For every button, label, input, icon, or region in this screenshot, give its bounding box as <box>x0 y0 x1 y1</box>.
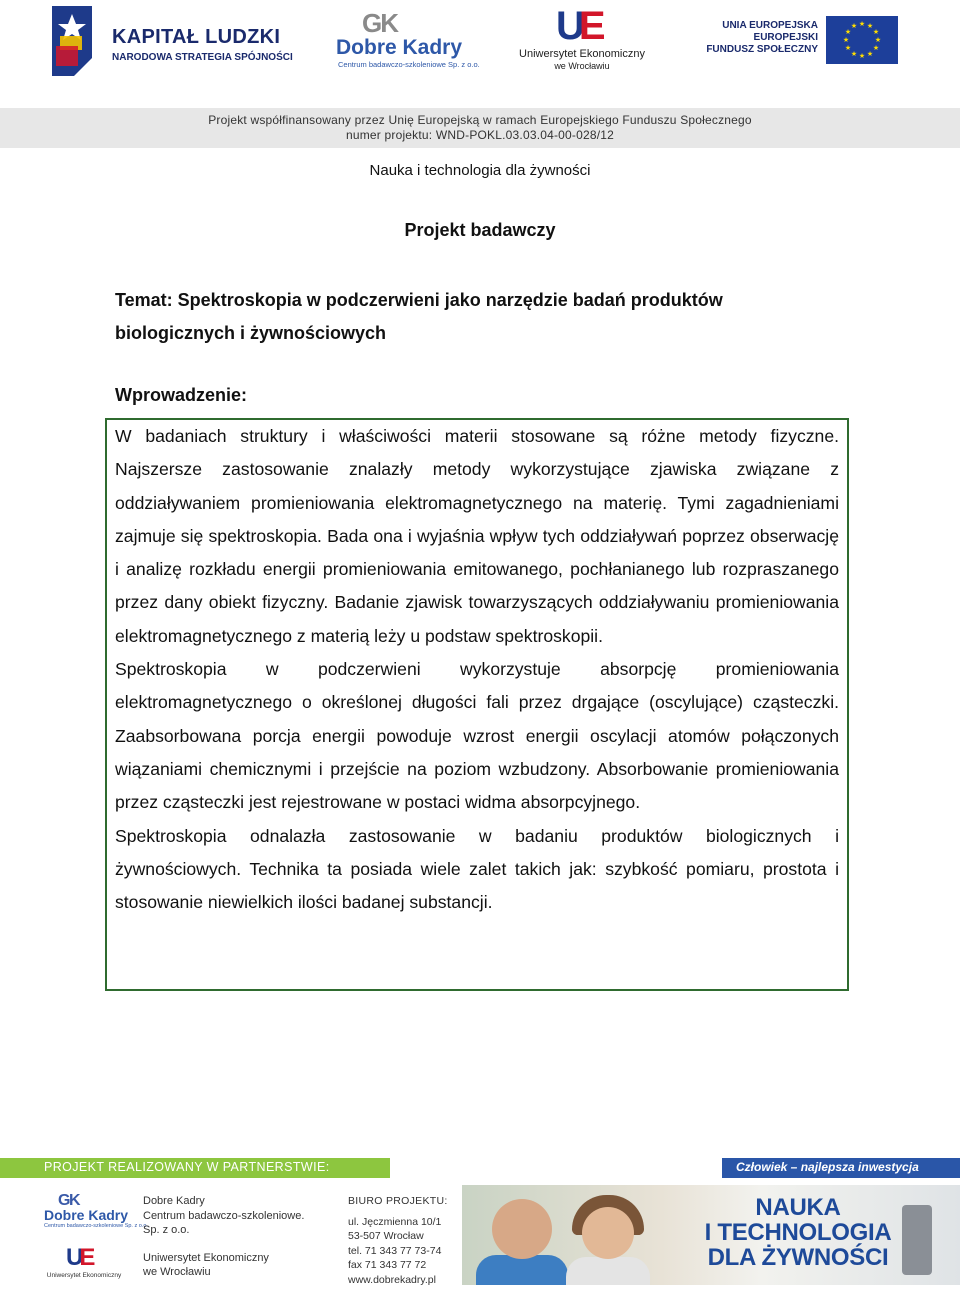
intro-paragraph-3: Spektroskopia odnalazła zastosowanie w badaniu produktów biologicznych i żywnościowych. Technika ta posiada wiele zalet takich jak: szybkość pomiaru, prostota i stosowanie niewielkich ilości badanej substancji. <box>115 825 839 913</box>
ue-mark-e: E <box>578 4 600 48</box>
ue-mark <box>556 4 600 49</box>
intro-paragraph-1: W badaniach struktury i właściwości materii stosowane są różne metody fizyczne. Najszersze zastosowanie znalazły metody wykorzystujące zjawiska związane z oddziaływaniem promieniowania elektromagnetycznego na materię. Tymi zagadnieniami zajmuje się spektroskopia. Bada ona i wyjaśnia wpływ tych oddziaływań poprzez obserwację i analizę rozkładu energii promieniowania emitowanego, pochłanianego lub rozpraszanego przez dany obiekt fizyczny. Badanie zjawisk towarzyszących oddziaływaniu promieniowania elektromagnetycznego z materią leży u podstaw spektroskopii. <box>115 426 839 646</box>
ue-title: Uniwersytet Ekonomiczny <box>519 48 645 60</box>
dobre-kadry-mark-text: GK <box>362 8 397 38</box>
office-address: ul. Jęczmienna 10/1 <box>348 1215 442 1228</box>
svg-text:★: ★ <box>850 50 858 58</box>
footer-ue-title: Uniwersytet Ekonomiczny <box>46 1272 122 1279</box>
office-phone: tel. 71 343 77 73-74 <box>348 1244 442 1257</box>
footer-dk-line-1: Dobre Kadry <box>143 1195 205 1207</box>
office-city: 53-507 Wrocław <box>348 1230 424 1242</box>
eu-logo <box>706 16 900 68</box>
cofinancing-line-1: Projekt współfinansowany przez Unię Europejską w ramach Europejskiego Funduszu Społecznego <box>208 113 752 127</box>
dobre-kadry-mark <box>362 8 397 39</box>
footer-dobre-kadry-logo <box>44 1192 148 1232</box>
slogan-label: Człowiek – najlepsza inwestycja <box>736 1160 919 1174</box>
footer-dk-subtitle: Centrum badawczo-szkoleniowe Sp. z o.o. <box>44 1223 148 1229</box>
svg-text:★: ★ <box>874 36 882 44</box>
topic-line-1: Temat: Spektroskopia w podczerwieni jako narzędzie badań produktów <box>115 290 723 310</box>
footer-dk-line-2: Centrum badawczo-szkoleniowe. <box>143 1209 305 1222</box>
banner-line-1: NAUKA <box>755 1194 841 1221</box>
footer-ue-mark-u: U <box>66 1244 80 1271</box>
project-office <box>348 1194 448 1287</box>
partnership-label: PROJEKT REALIZOWANY W PARTNERSTWIE: <box>44 1160 330 1174</box>
footer-dk-title: Dobre Kadry <box>44 1207 129 1223</box>
svg-text:★: ★ <box>844 44 852 52</box>
office-website: www.dobrekadry.pl <box>348 1273 436 1286</box>
photo-child-2-body <box>566 1257 650 1285</box>
footer-ue-line-2: we Wrocławiu <box>143 1266 211 1278</box>
dobre-kadry-title: Dobre Kadry <box>336 36 463 59</box>
footer-dk-text <box>143 1194 304 1238</box>
eu-text <box>706 20 818 56</box>
footer-ue-mark <box>66 1244 91 1272</box>
office-heading: BIURO PROJEKTU: <box>348 1195 448 1207</box>
eu-line-2: EUROPEJSKI <box>753 32 818 43</box>
intro-heading: Wprowadzenie: <box>115 385 248 405</box>
footer-ue-mark-e: E <box>79 1244 92 1271</box>
cofinancing-band <box>0 108 960 148</box>
footer-banner-photo <box>462 1185 960 1285</box>
cofinancing-line-2: numer projektu: WND-POKL.03.03.04-00-028/12 <box>345 128 615 142</box>
svg-text:★: ★ <box>858 52 866 60</box>
intro-paragraph-2: Spektroskopia w podczerwieni wykorzystuje absorpcję promieniowania elektromagnetycznego o określonej długości fali przez drgające (oscylujące) cząsteczki. Zaabsorbowana porcja energii powoduje wzrost energii oscylacji atomów połączonych wiązaniami chemicznymi i przejście na poziom wzbudzony. Absorbowanie promieniowania przez cząsteczki jest rejestrowane w postaci widma absorpcyjnego. <box>115 659 839 813</box>
partnership-bar <box>0 1158 390 1178</box>
footer-dk-line-3: Sp. z o.o. <box>143 1224 190 1236</box>
kapital-ludzki-title: KAPITAŁ LUDZKI <box>112 26 281 48</box>
intro-text-box <box>105 418 849 991</box>
slogan-bar <box>722 1158 960 1178</box>
eu-line-1: UNIA EUROPEJSKA <box>722 20 818 31</box>
svg-text:★: ★ <box>844 28 852 36</box>
photo-child-1-body <box>476 1255 568 1285</box>
ue-mark-u: U <box>556 4 579 48</box>
topic-line-2: biologicznych i żywnościowych <box>115 323 387 343</box>
svg-text:★: ★ <box>850 22 858 30</box>
svg-text:★: ★ <box>842 36 850 44</box>
photo-child-1-head <box>492 1199 552 1259</box>
document-subtitle: Nauka i technologia dla żywności <box>369 162 591 179</box>
banner-title <box>698 1195 898 1270</box>
document-topic <box>115 284 835 350</box>
svg-text:★: ★ <box>866 50 874 58</box>
svg-text:★: ★ <box>872 44 880 52</box>
svg-text:★: ★ <box>858 20 866 28</box>
banner-line-2: I TECHNOLOGIA <box>704 1219 892 1246</box>
dobre-kadry-subtitle: Centrum badawczo-szkoleniowe Sp. z o.o. <box>338 60 480 69</box>
kapital-ludzki-subtitle: NARODOWA STRATEGIA SPÓJNOŚCI <box>112 52 293 63</box>
svg-text:★: ★ <box>872 28 880 36</box>
kapital-ludzki-logo <box>52 6 293 76</box>
kapital-ludzki-flag-icon <box>52 6 98 76</box>
eu-line-3: FUNDUSZ SPOŁECZNY <box>706 44 818 55</box>
ue-subtitle: we Wrocławiu <box>554 61 610 71</box>
document-project-title: Projekt badawczy <box>404 220 556 240</box>
eu-flag-icon <box>826 16 898 64</box>
footer-ue-line-1: Uniwersytet Ekonomiczny <box>143 1252 269 1264</box>
photo-child-2-head <box>582 1207 634 1259</box>
footer-ue-logo <box>44 1244 124 1284</box>
svg-text:★: ★ <box>866 22 874 30</box>
ue-wroclaw-logo <box>512 4 652 70</box>
footer-ue-text <box>143 1251 269 1279</box>
microscope-icon <box>902 1205 932 1275</box>
dobre-kadry-logo <box>336 8 480 70</box>
office-fax: fax 71 343 77 72 <box>348 1259 427 1271</box>
footer-dk-mark: GK <box>58 1192 79 1209</box>
banner-line-3: DLA ŻYWNOŚCI <box>707 1244 889 1271</box>
